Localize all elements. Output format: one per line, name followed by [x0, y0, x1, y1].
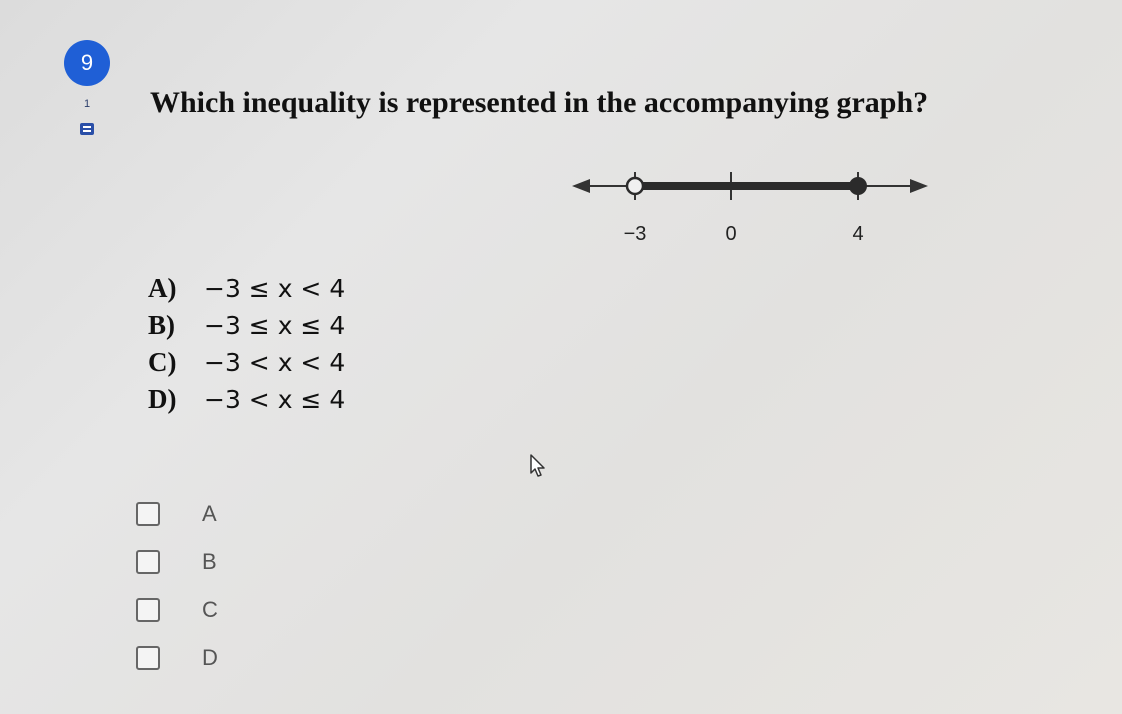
choice-letter: B) [148, 310, 175, 340]
choice-letter: D) [148, 384, 177, 414]
tick-label-max: 4 [852, 223, 864, 245]
answer-label: B [202, 549, 217, 574]
answer-option-a[interactable] [136, 490, 218, 538]
answer-option-b[interactable] [136, 538, 218, 586]
choice-letter: C) [148, 347, 177, 377]
answer-option-d[interactable] [136, 634, 218, 682]
mouse-pointer-icon [529, 453, 547, 479]
answer-label: D [202, 645, 218, 670]
choice-d [148, 381, 345, 418]
right-arrow-icon [910, 179, 928, 193]
answer-checkbox-a[interactable] [136, 502, 160, 526]
choice-text: −3 ≤ x < 4 [204, 274, 346, 303]
choice-text: −3 ≤ x ≤ 4 [204, 311, 346, 340]
tick-label-zero: 0 [725, 223, 737, 245]
solution-segment [635, 182, 858, 190]
question-text: Which inequality is represented in the accompanying graph? [150, 86, 929, 119]
question-number: 9 [80, 50, 94, 75]
choice-a [148, 270, 345, 307]
closed-endpoint [849, 177, 867, 195]
answer-option-c[interactable] [136, 586, 218, 634]
flag-icon[interactable] [80, 123, 94, 135]
answer-label: C [202, 597, 218, 622]
question-number-badge [64, 40, 110, 86]
answer-options [136, 490, 218, 682]
choice-c [148, 344, 345, 381]
tick-label-min: −3 [623, 223, 647, 245]
answer-label: A [202, 501, 217, 526]
answer-checkbox-d[interactable] [136, 646, 160, 670]
answer-checkbox-c[interactable] [136, 598, 160, 622]
answer-checkbox-b[interactable] [136, 550, 160, 574]
left-arrow-icon [572, 179, 590, 193]
choice-b [148, 307, 345, 344]
choice-text: −3 < x < 4 [204, 348, 346, 377]
choice-text: −3 < x ≤ 4 [204, 385, 346, 414]
open-endpoint [627, 178, 643, 194]
number-line-graph [560, 160, 940, 250]
choice-letter: A) [148, 273, 177, 303]
choice-list [148, 270, 345, 418]
question-points: 1 [84, 98, 91, 110]
